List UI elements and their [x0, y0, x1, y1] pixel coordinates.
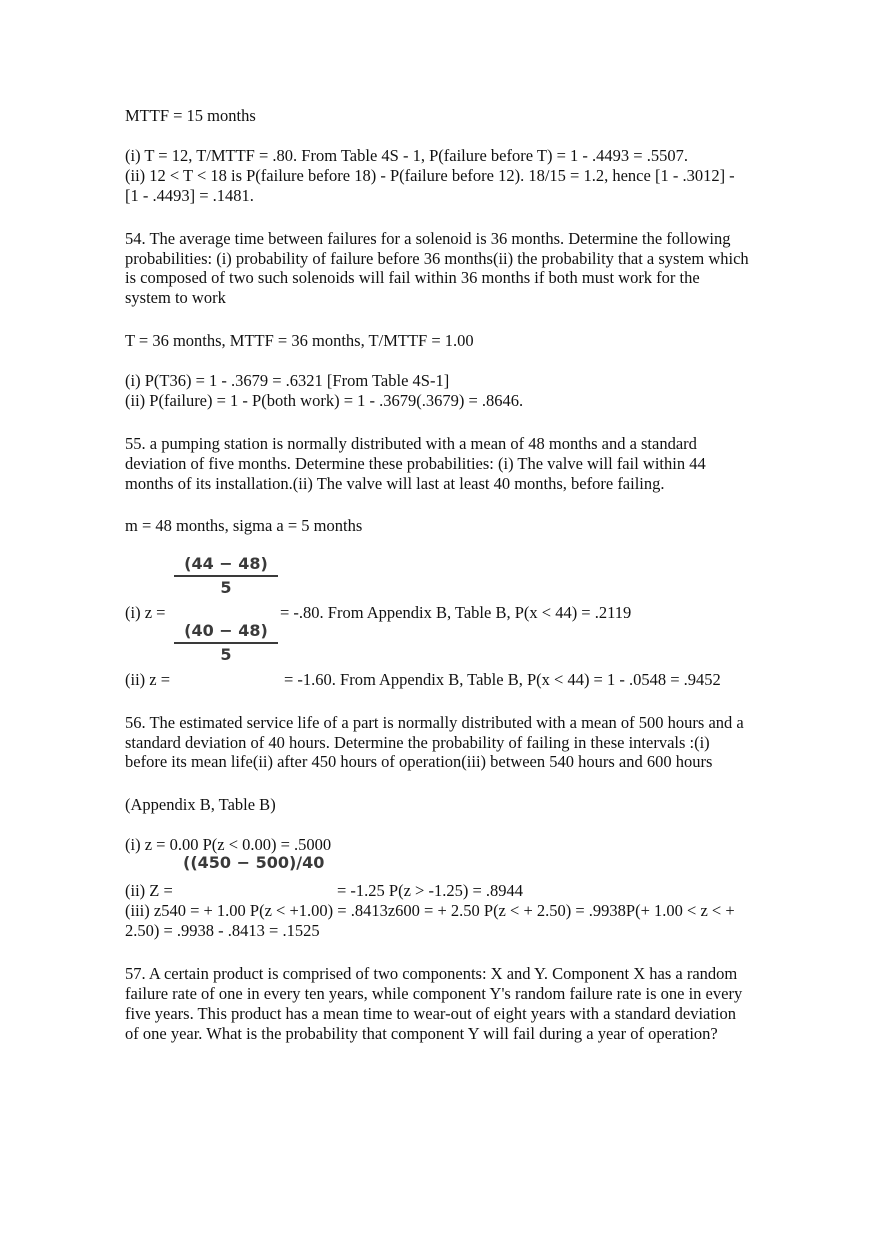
q57-text-line3: five years. This product has a mean time to wear-out of eight years with a standard deviation	[125, 1004, 737, 1023]
q55-answer-i-result: = -.80. From Appendix B, Table B, P(x < 44) = .2119	[280, 603, 632, 622]
q53-answer-i: (i) T = 12, T/MTTF = .80. From Table 4S - 1, P(failure before T) = 1 - .4493 = .5507.	[125, 146, 688, 165]
mttf-line: MTTF = 15 months	[125, 106, 256, 125]
q55-fraction-i-numerator: (44 − 48)	[174, 555, 278, 577]
q56-text-line1: 56. The estimated service life of a part is normally distributed with a mean of 500 hours and a	[125, 713, 744, 732]
q55-fraction-ii-denominator: 5	[220, 645, 232, 664]
q55-fraction-ii	[174, 622, 278, 664]
q55-fraction-i-denominator: 5	[220, 578, 232, 597]
q56-text-line3: before its mean life(ii) after 450 hours of operation(iii) between 540 hours and 600 hours	[125, 752, 713, 771]
q55-text-line2: deviation of five months. Determine these probabilities: (i) The valve will fail within 44	[125, 454, 706, 473]
q57-text-line4: of one year. What is the probability that component Y will fail during a year of operation?	[125, 1024, 718, 1043]
q53-answer-ii-line2: [1 - .4493] = .1481.	[125, 186, 254, 205]
q56-answer-iii-line1: (iii) z540 = + 1.00 P(z < +1.00) = .8413z600 = + 2.50 P(z < + 2.50) = .9938P(+ 1.00 < z < +	[125, 901, 735, 920]
q56-answer-ii-result: = -1.25 P(z > -1.25) = .8944	[337, 881, 524, 900]
q56-answer-i: (i) z = 0.00 P(z < 0.00) = .5000	[125, 835, 332, 854]
q54-answer-ii: (ii) P(failure) = 1 - P(both work) = 1 - .3679(.3679) = .8646.	[125, 391, 524, 410]
q55-answer-i-label: (i) z =	[125, 603, 166, 622]
q53-answer-ii-line1: (ii) 12 < T < 18 is P(failure before 18) - P(failure before 12). 18/15 = 1.2, hence [1 - .3012] -	[125, 166, 735, 185]
q55-text-line1: 55. a pumping station is normally distributed with a mean of 48 months and a standard	[125, 434, 697, 453]
q57-text-line1: 57. A certain product is comprised of two components: X and Y. Component X has a random	[125, 964, 738, 983]
q54-given: T = 36 months, MTTF = 36 months, T/MTTF = 1.00	[125, 331, 474, 350]
q55-given: m = 48 months, sigma a = 5 months	[125, 516, 363, 535]
q55-fraction-ii-numerator: (40 − 48)	[174, 622, 278, 644]
q55-answer-ii-label: (ii) z =	[125, 670, 171, 689]
q54-answer-i: (i) P(T36) = 1 - .3679 = .6321 [From Table 4S-1]	[125, 371, 450, 390]
q55-answer-ii-result: = -1.60. From Appendix B, Table B, P(x < 44) = 1 - .0548 = .9452	[284, 670, 721, 689]
q54-text-line1: 54. The average time between failures for a solenoid is 36 months. Determine the following	[125, 229, 731, 248]
q56-text-line2: standard deviation of 40 hours. Determine the probability of failing in these intervals :(i)	[125, 733, 710, 752]
q56-answer-ii-label: (ii) Z =	[125, 881, 173, 900]
q54-text-line2: probabilities: (i) probability of failure before 36 months(ii) the probability that a system which	[125, 249, 749, 268]
q56-reference: (Appendix B, Table B)	[125, 795, 276, 814]
q54-text-line4: system to work	[125, 288, 226, 307]
q57-text-line2: failure rate of one in every ten years, while component Y's random failure rate is one in every	[125, 984, 743, 1003]
q55-fraction-i	[174, 555, 278, 597]
q55-text-line3: months of its installation.(ii) The valve will last at least 40 months, before failing.	[125, 474, 665, 493]
q56-answer-iii-line2: 2.50) = .9938 - .8413 = .1525	[125, 921, 320, 940]
q54-text-line3: is composed of two such solenoids will fail within 36 months if both must work for the	[125, 268, 700, 287]
q56-formula: ((450 − 500)/40	[183, 853, 325, 872]
